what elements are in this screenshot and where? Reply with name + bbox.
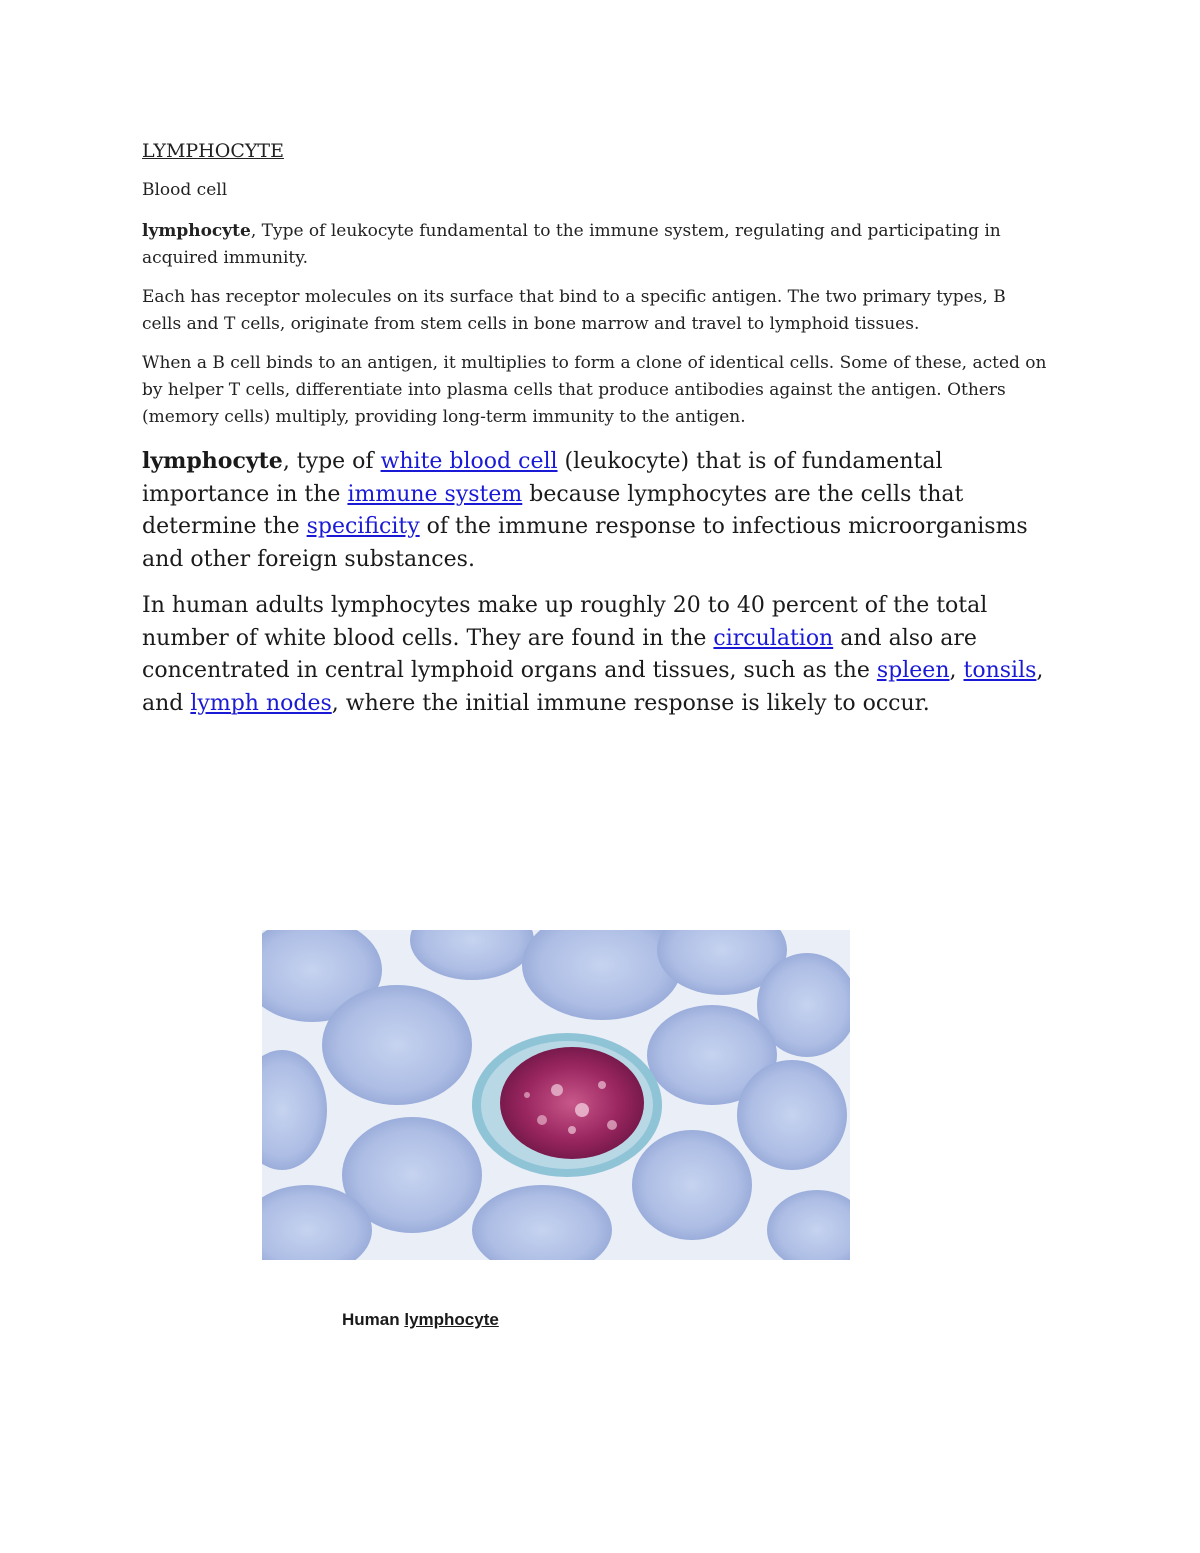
receptor-paragraph: Each has receptor molecules on its surface that bind to a specific antigen. The two primary types, B cells and T cells, originate from stem cells in bone marrow and travel to lymphoid tissues. xyxy=(142,287,1006,334)
adults-text-4: , and xyxy=(142,658,1044,716)
overview-text-4: of the immune response to infectious microorganisms and other foreign substances. xyxy=(142,514,1028,572)
definition-paragraph xyxy=(142,218,1047,272)
page-subtitle: Blood cell xyxy=(142,180,228,200)
link-tonsils[interactable]: tonsils xyxy=(963,658,1037,683)
lymphocyte-cell xyxy=(472,1033,662,1177)
figure-caption xyxy=(342,1310,499,1330)
link-lymph-nodes[interactable]: lymph nodes xyxy=(190,690,332,716)
overview-text-2: (leukocyte) that is of fundamental importance in the xyxy=(142,449,943,507)
caption-term: lymphocyte xyxy=(404,1310,499,1329)
definition-text: , Type of leukocyte fundamental to the immune system, regulating and participating in acquired immunity. xyxy=(142,221,1001,268)
page-title: LYMPHOCYTE xyxy=(142,140,284,162)
link-spleen[interactable]: spleen xyxy=(876,658,950,683)
document-body xyxy=(142,140,1047,734)
link-specificity[interactable]: specificity xyxy=(306,514,420,539)
overview-paragraph xyxy=(142,445,1047,576)
adults-paragraph xyxy=(142,590,1047,720)
adults-text-1: In human adults lymphocytes make up roughly 20 to 40 percent of the total number of white blood cells. They are found in the xyxy=(142,593,988,651)
b-cell-paragraph: When a B cell binds to an antigen, it multiplies to form a clone of identical cells. Some of these, acted on by helper T cells, differentiate into plasma cells that produce antibodies against the antigen. Others (memory cells) multiply, providing long-term immunity to the antigen. xyxy=(142,353,1047,427)
lymphocyte-micrograph xyxy=(262,930,850,1260)
term-lymphocyte: lymphocyte xyxy=(142,221,251,241)
link-immune-system[interactable]: immune system xyxy=(347,481,523,507)
link-white-blood-cell[interactable]: white blood cell xyxy=(380,449,558,474)
term-lymphocyte-large: lymphocyte xyxy=(142,448,283,474)
adults-text-5: , where the initial immune response is likely to occur. xyxy=(331,690,930,716)
caption-prefix: Human xyxy=(342,1310,405,1329)
adults-text-2: and also are concentrated in central lymphoid organs and tissues, such as the xyxy=(142,625,977,683)
overview-text-3: because lymphocytes are the cells that determine the xyxy=(142,481,964,539)
link-circulation[interactable]: circulation xyxy=(713,625,834,651)
adults-text-3: , xyxy=(949,658,964,683)
overview-text-1: , type of xyxy=(282,449,381,474)
